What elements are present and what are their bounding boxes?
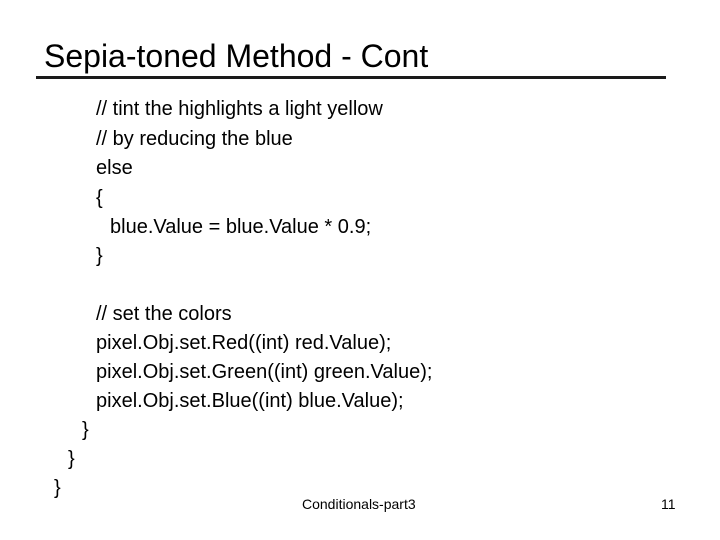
code-line: pixel.Obj.set.Green((int) green.Value);	[96, 361, 433, 383]
code-line: blue.Value = blue.Value * 0.9;	[110, 216, 372, 238]
code-line: pixel.Obj.set.Blue((int) blue.Value);	[96, 390, 404, 412]
code-line: }	[54, 477, 61, 499]
code-line: // tint the highlights a light yellow	[96, 98, 383, 120]
code-line: else	[96, 157, 133, 179]
code-line: // by reducing the blue	[96, 128, 293, 150]
code-line: // set the colors	[96, 303, 232, 325]
code-line: {	[96, 187, 103, 209]
footer-text: Conditionals-part3	[302, 496, 416, 512]
code-line: }	[68, 448, 75, 470]
slide-title: Sepia-toned Method - Cont	[44, 38, 429, 74]
code-line: }	[82, 419, 89, 441]
page-number: 11	[661, 496, 676, 512]
title-underline	[36, 76, 666, 79]
code-line: pixel.Obj.set.Red((int) red.Value);	[96, 332, 392, 354]
code-line: }	[96, 245, 103, 267]
